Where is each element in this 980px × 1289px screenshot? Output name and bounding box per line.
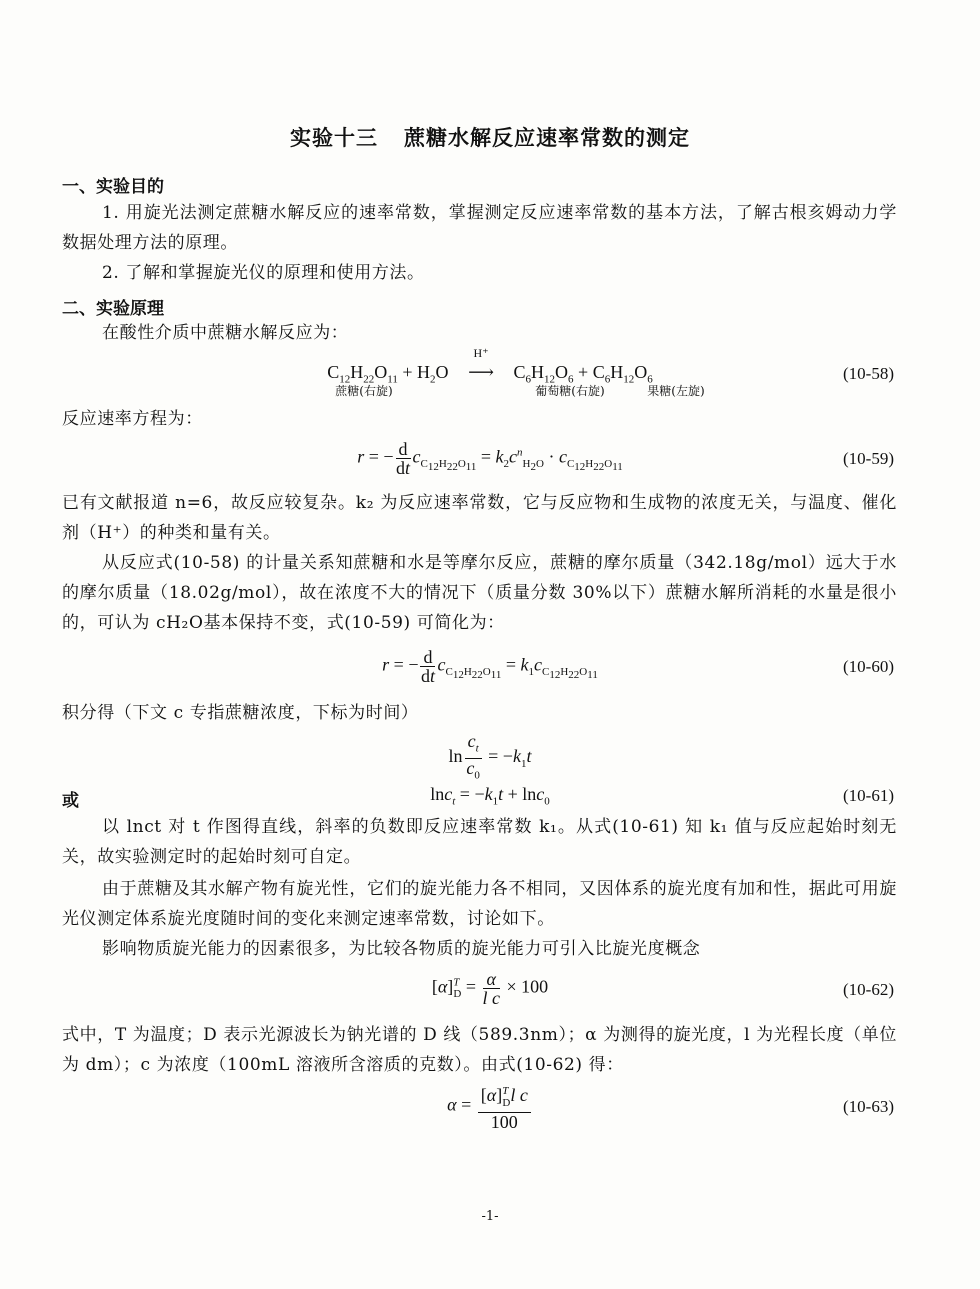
sucrose-label: 蔗糖(右旋) bbox=[335, 384, 393, 398]
paragraph-optical: 由于蔗糖及其水解产物有旋光性，它们的旋光能力各不相同，又因体系的旋光度有加和性，据此可用旋光仪测定体系旋光度随时间的变化来测定速率常数，讨论如下。 bbox=[62, 879, 897, 929]
eqno-10-58: (10-58) bbox=[843, 364, 894, 383]
goal-2: 2. 了解和掌握旋光仪的原理和使用方法。 bbox=[102, 263, 425, 283]
reaction-arrow-icon: ⟶ bbox=[468, 362, 494, 382]
equation-10-62: $[\alpha]^T_D$ = $\frac{\alpha}{\text{l c}}$ × 100 bbox=[431, 969, 549, 1008]
paragraph-integral: 积分得（下文 c 专指蔗糖浓度，下标为时间） bbox=[62, 703, 419, 723]
equation-10-60: r = − $\frac{d}{dt}$ $c_{C_{12}H_{22}O_{11}} = k_1c_{C_{12}H_{22}O_{11}}$ bbox=[382, 647, 598, 686]
fructose-label: 果糖(左旋) bbox=[647, 384, 705, 398]
paragraph-stoichiometry: 从反应式(10-58) 的计量关系知蔗糖和水是等摩尔反应，蔗糖的摩尔质量（342.18g/mol）远大于水的摩尔质量（18.02g/mol），故在浓度不大的情况下（质量分数 30%以下）蔗糖水解所消耗的水量是很小的，可认为 cH₂O基本保持不变，式(10-59) 可简化为： bbox=[62, 553, 897, 633]
page-title: 实验十三 蔗糖水解反应速率常数的测定 bbox=[290, 126, 690, 150]
equation-10-58: $C_{12}H_{22}O_{11} + H_2O$ H⁺ ⟶ $C_6H_{12}O_6 + C_6H_{12}O_6$ 蔗糖(右旋) 葡萄糖(右旋) 果糖(左旋) bbox=[327, 346, 705, 398]
eqno-10-60: (10-60) bbox=[843, 657, 894, 676]
paragraph-plot: 以 lnct 对 t 作图得直线，斜率的负数即反应速率常数 k₁。从式(10-61) 知 k₁ 值与反应起始时刻无关，故实验测定时的起始时刻可自定。 bbox=[62, 817, 897, 867]
rate-eq-intro: 反应速率方程为： bbox=[62, 409, 203, 429]
eqno-10-62: (10-62) bbox=[843, 980, 894, 999]
section-heading-goals: 一、实验目的 bbox=[62, 177, 164, 197]
eqno-10-59: (10-59) bbox=[843, 449, 894, 468]
intro-text: 在酸性介质中蔗糖水解反应为： bbox=[102, 323, 349, 343]
paragraph-specific-rotation: 影响物质旋光能力的因素很多，为比较各物质的旋光能力可引入比旋光度概念 bbox=[102, 939, 701, 959]
equation-10-59: r = − $\frac{d}{dt}$ $c_{C_{12}H_{22}O_{11}} = k_2c^n_{H_2O} \cdot c_{C_{12}H_{22}O_{11}}$ bbox=[357, 439, 623, 478]
paragraph-n6: 已有文献报道 n=6，故反应较复杂。k₂ 为反应速率常数，它与反应物和生成物的浓度无关，与温度、催化剂（H⁺）的种类和量有关。 bbox=[62, 493, 897, 543]
goal-1: 1. 用旋光法测定蔗糖水解反应的速率常数，掌握测定反应速率常数的基本方法，了解古根亥姆动力学数据处理方法的原理。 bbox=[62, 203, 897, 253]
eqno-10-63: (10-63) bbox=[843, 1097, 894, 1116]
equation-integral: ln $\frac{c_t}{c_0}$ = $-k_1t$ bbox=[448, 731, 532, 782]
glucose-label: 葡萄糖(右旋) bbox=[535, 384, 605, 398]
equation-10-63: α = $\frac{[\alpha]^T_Dl c}{100}$ bbox=[0, 1082, 980, 1131]
catalyst-label: H⁺ bbox=[473, 346, 489, 360]
eqno-10-61: (10-61) bbox=[843, 786, 894, 805]
equation-10-61: $\ln c_t = -k_1t + \ln c_0$ bbox=[430, 784, 550, 808]
page-number: -1- bbox=[481, 1209, 499, 1224]
paragraph-where: 式中，T 为温度；D 表示光源波长为钠光谱的 D 线（589.3nm）；α 为测得的旋光度，l 为光程长度（单位为 dm）；c 为浓度（100mL 溶液所含溶质的克数）。由式(10-62) 得： bbox=[62, 1025, 897, 1075]
word-or: 或 bbox=[62, 791, 79, 811]
section-heading-principle: 二、实验原理 bbox=[62, 299, 164, 319]
